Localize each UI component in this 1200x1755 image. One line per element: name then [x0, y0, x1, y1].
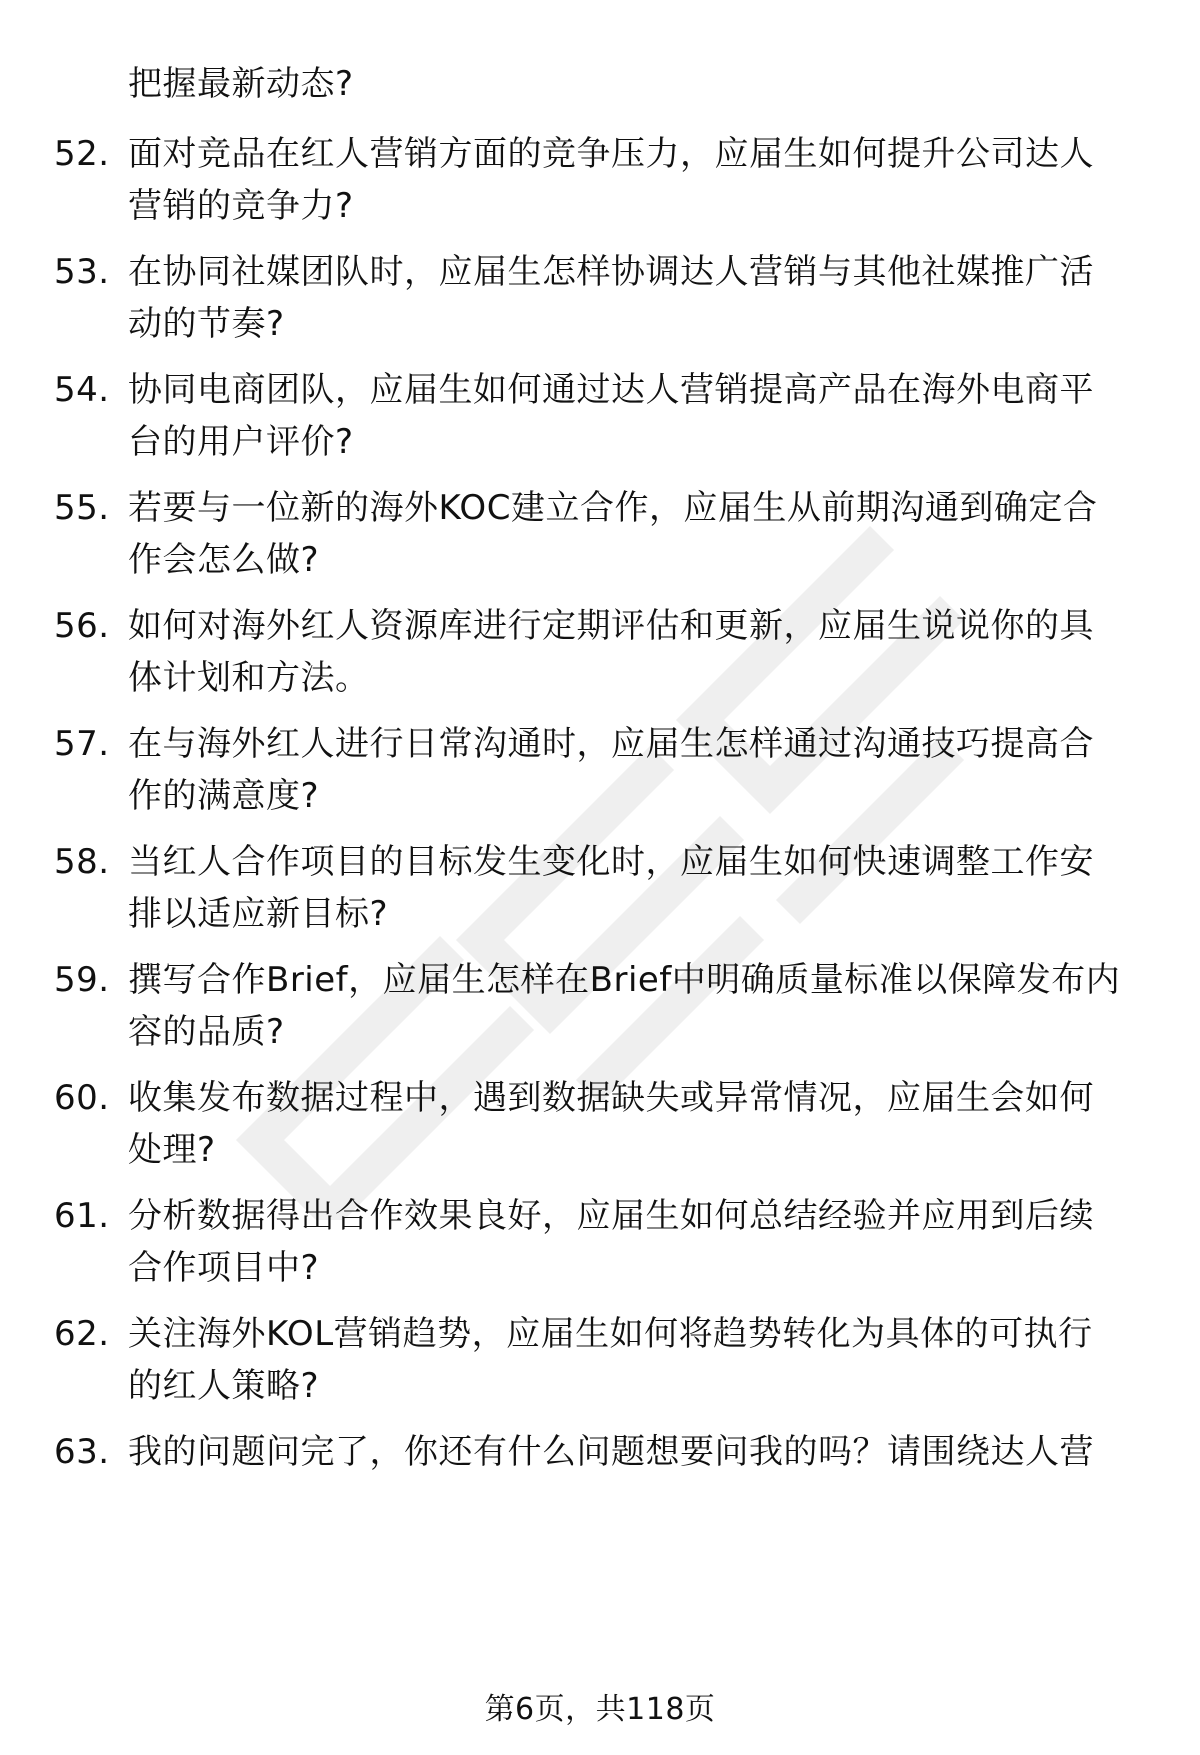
- question-item: [54, 954, 1154, 1058]
- question-item: [54, 836, 1154, 940]
- question-text-line: 合作项目中?: [128, 1248, 320, 1288]
- question-number: 52.: [54, 134, 110, 174]
- question-item: [54, 1308, 1154, 1412]
- continuation-text: 把握最新动态?: [128, 64, 354, 104]
- question-text: [128, 1190, 1154, 1294]
- question-text-line: 收集发布数据过程中，遇到数据缺失或异常情况，应届生会如何: [128, 1078, 1094, 1118]
- question-number: 61.: [54, 1196, 110, 1236]
- question-item: [54, 600, 1154, 704]
- question-number: 54.: [54, 370, 110, 410]
- question-text-line: 如何对海外红人资源库进行定期评估和更新，应届生说说你的具: [128, 606, 1094, 646]
- question-text-line: 在与海外红人进行日常沟通时，应届生怎样通过沟通技巧提高合: [128, 724, 1094, 764]
- question-text: [128, 836, 1154, 940]
- question-text: [128, 128, 1154, 232]
- question-item: [54, 246, 1154, 350]
- question-text-line: 在协同社媒团队时，应届生怎样协调达人营销与其他社媒推广活: [128, 252, 1094, 292]
- question-text-line: 作会怎么做?: [128, 540, 320, 580]
- question-text-line: 关注海外KOL营销趋势，应届生如何将趋势转化为具体的可执行: [128, 1314, 1093, 1354]
- question-text-line: 动的节奏?: [128, 304, 285, 344]
- question-number: 55.: [54, 488, 110, 528]
- question-text-line: 协同电商团队，应届生如何通过达人营销提高产品在海外电商平: [128, 370, 1094, 410]
- question-text: [128, 600, 1154, 704]
- question-text-line: 的红人策略?: [128, 1366, 320, 1406]
- question-number: 62.: [54, 1314, 110, 1354]
- question-text: [128, 954, 1154, 1058]
- question-text: [128, 482, 1154, 586]
- question-text: [128, 1072, 1154, 1176]
- question-number: 58.: [54, 842, 110, 882]
- question-number: 59.: [54, 960, 110, 1000]
- question-text-line: 处理?: [128, 1130, 216, 1170]
- question-text-line: 面对竞品在红人营销方面的竞争压力，应届生如何提升公司达人: [128, 134, 1094, 174]
- question-text: [128, 246, 1154, 350]
- question-text-line: 容的品质?: [128, 1012, 285, 1052]
- question-text: [128, 364, 1154, 468]
- question-item: [54, 482, 1154, 586]
- question-item: [54, 128, 1154, 232]
- question-text-line: 若要与一位新的海外KOC建立合作，应届生从前期沟通到确定合: [128, 488, 1098, 528]
- question-text: [128, 718, 1154, 822]
- question-text-line: 当红人合作项目的目标发生变化时，应届生如何快速调整工作安: [128, 842, 1094, 882]
- question-text-line: 营销的竞争力?: [128, 186, 354, 226]
- question-item: [54, 718, 1154, 822]
- question-number: 53.: [54, 252, 110, 292]
- question-number: 60.: [54, 1078, 110, 1118]
- question-text: [128, 1426, 1154, 1478]
- page-footer: 第6页，共118页: [484, 1692, 716, 1727]
- question-text: [128, 1308, 1154, 1412]
- question-text-line: 台的用户评价?: [128, 422, 354, 462]
- question-number: 56.: [54, 606, 110, 646]
- question-text-line: 分析数据得出合作效果良好，应届生如何总结经验并应用到后续: [128, 1196, 1094, 1236]
- question-text-line: 撰写合作Brief，应届生怎样在Brief中明确质量标准以保障发布内: [128, 960, 1121, 1000]
- question-text-line: 排以适应新目标?: [128, 894, 389, 934]
- question-number: 57.: [54, 724, 110, 764]
- question-item: [54, 364, 1154, 468]
- question-item: [54, 1190, 1154, 1294]
- question-number: 63.: [54, 1432, 110, 1472]
- question-text-line: 体计划和方法。: [128, 658, 370, 698]
- question-text-line: 我的问题问完了，你还有什么问题想要问我的吗？请围绕达人营: [128, 1432, 1094, 1472]
- question-item: [54, 1072, 1154, 1176]
- question-item: [54, 1426, 1154, 1478]
- question-text-line: 作的满意度?: [128, 776, 320, 816]
